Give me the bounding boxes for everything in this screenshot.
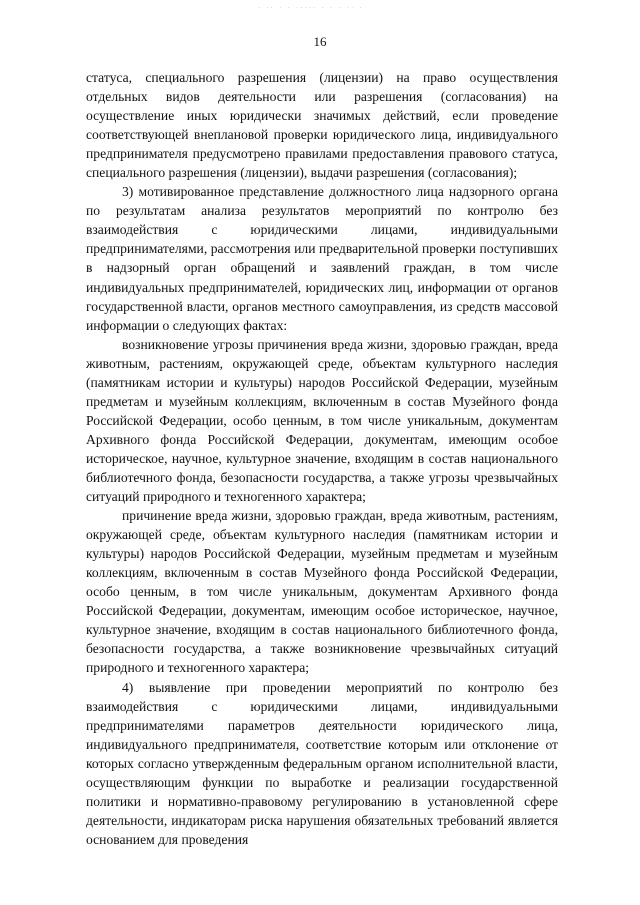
paragraph-continuation: статуса, специального разрешения (лицензии) на право осуществления отдельных видов деятельности или разрешения (согласования) на осуществление иных юридически значимых действий, если проведение соответствующей внеплановой проверки юридического лица, индивидуального предпринимателя предусмотрено правилами предоставления правового статуса, специального разрешения (лицензии), выдачи разрешения (согласования);: [86, 70, 558, 181]
document-body: [86, 68, 558, 849]
page-number: 16: [313, 34, 327, 49]
scan-artifact-mark: · ·· · · ····· · · · ·· ·: [258, 4, 364, 12]
paragraph-harm-facts: причинение вреда жизни, здоровью граждан, вреда животным, растениям, окружающей среде, объектам культурного наследия (памятникам истории и культуры) народов Российской Федерации, музейным предметам и музейным коллекциям, включенным в состав Музейного фонда Российской Федерации, особо ценным, в том числе уникальным, документам Архивного фонда Российской Федерации, документам, имеющим особое историческое, научное, культурное значение, входящим в состав национального библиотечного фонда, безопасности государства, а также возникновение чрезвычайных ситуаций природного и техногенного характера;: [86, 508, 558, 676]
paragraph-threat-facts: возникновение угрозы причинения вреда жизни, здоровью граждан, вреда животным, растениям, окружающей среде, объектам культурного наследия (памятникам истории и культуры) народов Российской Федерации, музейным предметам и музейным коллекциям, включенным в состав Музейного фонда Российской Федерации, особо ценным, в том числе уникальным, документам Архивного фонда Российской Федерации, документам, имеющим особое историческое, научное, культурное значение, входящим в состав национального библиотечного фонда, безопасности государства, а также угрозы чрезвычайных ситуаций природного и техногенного характера;: [86, 336, 558, 505]
paragraph-item-4: 4) выявление при проведении мероприятий по контролю без взаимодействия с юридическими лицами, индивидуальными предпринимателями параметров деятельности юридического лица, индивидуального предпринимателя, соответствие которым или отклонение от которых согласно утвержденным федеральным органом исполнительной власти, осуществляющим функции по выработке и реализации государственной политики и нормативно-правовому регулированию в установленной сфере деятельности, индикаторам риска нарушения обязательных требований является основанием для проведения: [86, 679, 558, 847]
paragraph-item-3: 3) мотивированное представление должностного лица надзорного органа по результатам анализа результатов мероприятий по контролю без взаимодействия с юридическими лицами, индивидуальными предпринимателями, рассмотрения или предварительной проверки поступивших в надзорный орган обращений и заявлений граждан, в том числе индивидуальных предпринимателей, юридических лиц, информации от органов государственной власти, органов местного самоуправления, из средств массовой информации о следующих фактах:: [86, 184, 558, 333]
